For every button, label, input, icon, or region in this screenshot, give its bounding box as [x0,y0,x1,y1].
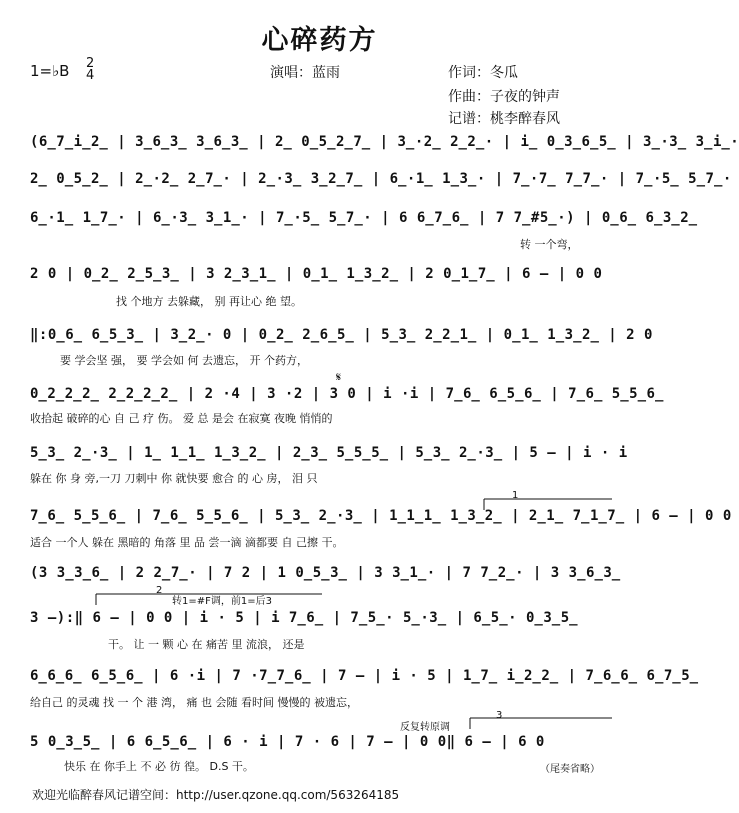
song-title: 心碎药方 [261,25,378,56]
score-line-3: 6̲·1̲ 1̲7̲· | 6̲·3̲ 3̲1̲· | 7̲·5̲ 5̲7̲· | 6 6̲7̲6̲ | 7 7̲#5̲·) | 0̲6̲ 6̲3̲2̲ [30,210,698,226]
score-line-9: (3 3̲3̲6̲ | 2 2̲7̲· | 7 2 | 1 0̲5̲3̲ | 3 3̲1̲· | 7 7̲2̲· | 3 3̲6̲3̲ [30,565,621,581]
lyric-line-12: 快乐 在 你手上 不 必 彷 徨。 D.S 干。 [64,760,254,773]
lyric-line-5: 要 学会坚 强， 要 学会如 何 去遗忘， 开 个药方， [60,354,308,367]
score-line-12: 5 0̲3̲5̲ | 6 6̲5̲6̲ | 6 · i | 7 · 6 | 7 – | 0 0‖ 6 – | 6 0 [30,734,545,750]
score-line-5: ‖:0̲6̲ 6̲5̲3̲ | 3̲2̲· 0 | 0̲2̲ 2̲6̲5̲ | 5̲3̲ 2̲2̲1̲ | 0̲1̲ 1̲3̲2̲ | 2 0 [30,327,653,343]
score-line-11: 6̲6̲6̲ 6̲5̲6̲ | 6 ·i | 7 ·7̲7̲6̲ | 7 – | i · 5 | 1̲7̲ i̲2̲2̲ | 7̲6̲6̲ 6̲7̲5̲ [30,668,699,684]
volta-one-label: 1 [512,490,519,501]
lyricist: 作词：冬瓜 [448,65,518,81]
time-signature [86,58,94,82]
score-line-6: 0̲2̲2̲2̲ 2̲2̲2̲2̲ | 2 ·4 | 3 ·2 | 3 0 | i ·i | 7̲6̲ 6̲5̲6̲ | 7̲6̲ 5̲5̲6̲ [30,386,664,402]
singer: 演唱：蓝雨 [270,65,340,81]
score-line-2: 2̲ 0̲5̲2̲ | 2̲·2̲ 2̲7̲· | 2̲·3̲ 3̲2̲7̲ | 6̲·1̲ 1̲3̲· | 7̲·7̲ 7̲7̲· | 7̲·5̲ 5̲7̲· [30,171,732,187]
segno-sign: 𝄋 [336,370,342,384]
time-signature-bottom: 4 [86,68,95,83]
volta-three-label: 3 [496,710,503,721]
composer: 作曲：子夜的钟声 [448,89,560,105]
score-line-1: (6̲7̲i̲2̲ | 3̲6̲3̲ 3̲6̲3̲ | 2̲ 0̲5̲2̲7̲ | 3̲·2̲ 2̲2̲· | i̲ 0̲3̲6̲5̲ | 3̲·3̲ 3̲i̲· [30,134,739,150]
lyric-line-10: 干。 让 一 颗 心 在 痛苦 里 流浪， 还是 [108,638,305,651]
repeat-note: 反复转原调 [400,722,450,733]
lyric-line-3: 转 一个弯， [520,238,579,251]
score-line-8: 7̲6̲ 5̲5̲6̲ | 7̲6̲ 5̲5̲6̲ | 5̲3̲ 2̲·3̲ | 1̲1̲1̲ 1̲3̲2̲ | 2̲1̲ 7̲1̲7̲ | 6 – | 0 0 [30,508,732,524]
lyric-line-4: 找 个地方 去躲藏， 别 再让心 绝 望。 [116,295,302,308]
volta-two-label: 2 [156,585,163,596]
lyric-line-11: 给自己 的灵魂 找 一 个 港 湾， 痛 也 会随 看时间 慢慢的 被遗忘， [30,696,358,709]
score-line-7: 5̲3̲ 2̲·3̲ | 1̲ 1̲1̲ 1̲3̲2̲ | 2̲3̲ 5̲5̲5̲ | 5̲3̲ 2̲·3̲ | 5 – | i · i [30,445,628,461]
lyric-line-8: 适合 一个人 躲在 黑暗的 角落 里 品 尝一滴 滴都要 自 己擦 干。 [30,536,344,549]
coda-note: （尾奏省略） [540,764,600,775]
footer-credit: 欢迎光临醉春风记谱空间：http://user.qzone.qq.com/563264185 [32,788,400,802]
lyric-line-6: 收拾起 破碎的心 自 己 疗 伤。 爱 总 是会 在寂寞 夜晚 悄悄的 [30,412,333,425]
lyric-line-7: 躲在 你 身 旁,一刀 刀刺中 你 就快要 愈合 的 心 房， 泪 只 [30,472,318,485]
score-line-10: 3 –):‖ 6 – | 0 0 | i · 5 | i 7̲6̲ | 7̲5̲· 5̲·3̲ | 6̲5̲· 0̲3̲5̲ [30,610,579,626]
key-signature: 1=♭B [30,62,70,80]
score-line-4: 2 0 | 0̲2̲ 2̲5̲3̲ | 3 2̲3̲1̲ | 0̲1̲ 1̲3̲2̲ | 2 0̲1̲7̲ | 6 – | 0 0 [30,266,603,282]
key-change-note: 转1=#F调，前1=后3 [172,596,272,607]
transcriber: 记谱：桃李醉春风 [448,111,560,127]
time-signature-top: 2 [86,56,95,71]
